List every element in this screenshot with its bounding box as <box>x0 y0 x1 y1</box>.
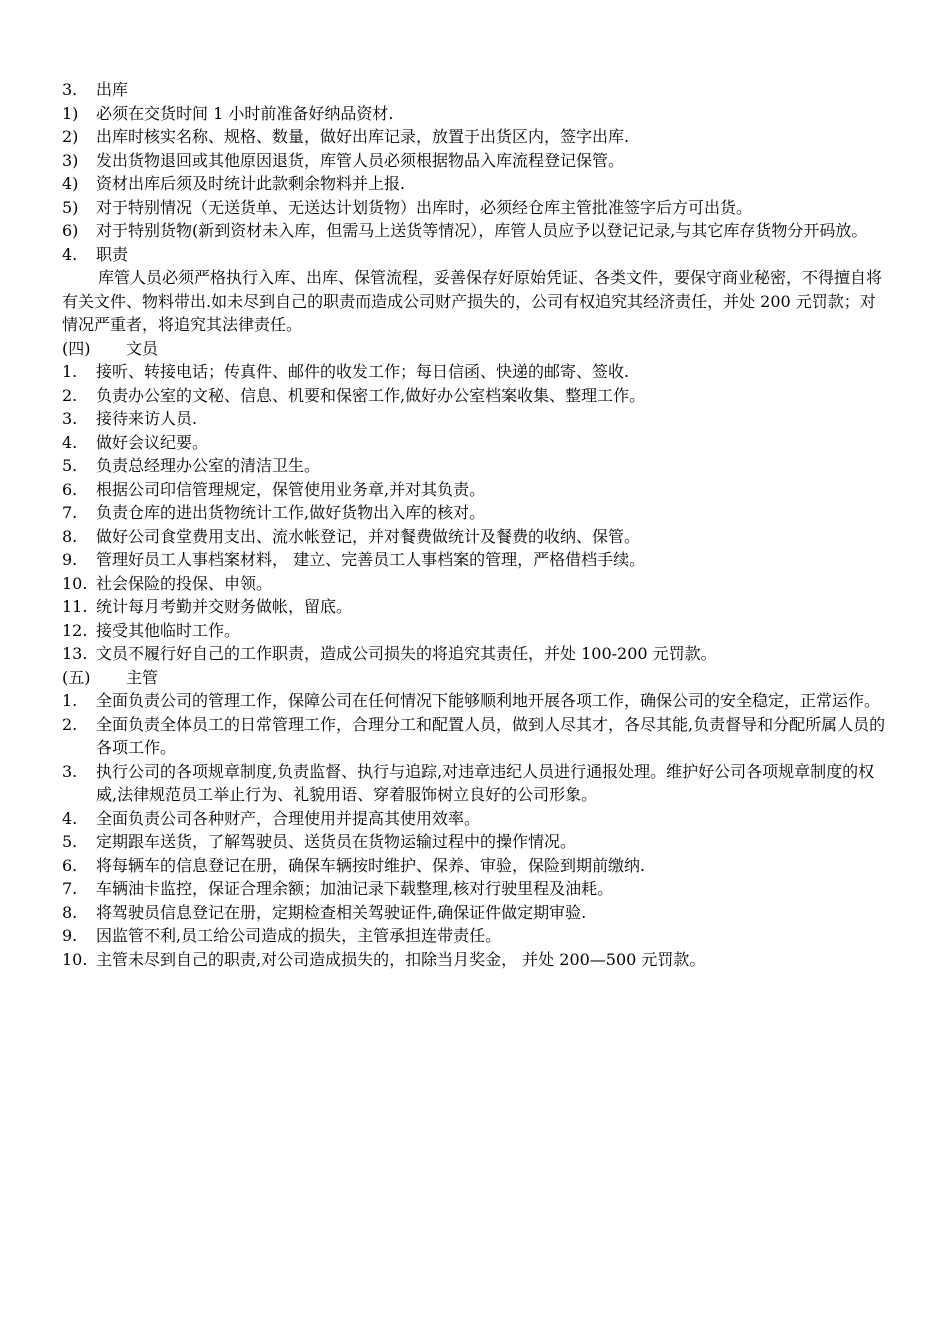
list-item <box>62 619 886 643</box>
list-item <box>62 948 886 972</box>
item-text: 全面负责全体员工的日常管理工作，合理分工和配置人员，做到人尽其才，各尽其能,负责督导和分配所属人员的各项工作。 <box>96 714 886 757</box>
section-heading-outbound <box>62 78 886 102</box>
list-item <box>62 454 886 478</box>
item-text: 负责办公室的文秘、信息、机要和保密工作,做好办公室档案收集、整理工作。 <box>96 385 646 405</box>
item-text: 负责总经理办公室的清洁卫生。 <box>96 456 321 475</box>
list-item <box>62 431 886 455</box>
item-text: 做好公司食堂费用支出、流水帐登记，并对餐费做统计及餐费的收纳、保管。 <box>96 526 641 546</box>
item-number: 13. <box>62 644 88 663</box>
item-text: 全面负责公司的管理工作，保障公司在任何情况下能够顺利地开展各项工作，确保公司的安全稳定，正常运作。 <box>96 691 881 710</box>
item-text: 接听、转接电话；传真件、邮件的收发工作；每日信函、快递的邮寄、签收. <box>96 362 630 381</box>
list-item <box>62 125 886 149</box>
list-item <box>62 149 886 173</box>
item-text: 对于特别情况（无送货单、无送达计划货物）出库时，必须经仓库主管批准签字后方可出货。 <box>96 197 753 217</box>
item-text: 出库时核实名称、规格、数量，做好出库记录，放置于出货区内，签字出库. <box>96 127 630 146</box>
duties-paragraph: 库管人员必须严格执行入库、出库、保管流程，妥善保存好原始凭证、各类文件，要保守商业秘密，不得擅自将有关文件、物料带出.如未尽到自己的职责而造成公司财产损失的，公司有权追究其经济责任，并处 200 元罚款；对情况严重者，将追究其法律责任。 <box>62 268 883 334</box>
list-item <box>62 172 886 196</box>
item-number: 2. <box>62 385 78 405</box>
list-item <box>62 807 886 831</box>
item-number: 1) <box>62 103 79 123</box>
item-text: 车辆油卡监控，保证合理余额；加油记录下载整理,核对行驶里程及油耗。 <box>96 879 614 898</box>
list-item <box>62 877 886 901</box>
item-number: 1. <box>62 362 78 381</box>
item-number: 4. <box>62 808 78 828</box>
item-number: 7. <box>62 879 78 898</box>
item-text: 社会保险的投保、申领。 <box>96 573 273 593</box>
item-text: 接待来访人员. <box>96 409 198 428</box>
section-number: (四) <box>62 338 91 358</box>
item-number: 9. <box>62 926 78 945</box>
item-text: 负责仓库的进出货物统计工作,做好货物出入库的核对。 <box>96 503 486 522</box>
item-number: 3) <box>62 150 79 170</box>
item-number: 3. <box>62 409 78 428</box>
list-item <box>62 548 886 572</box>
item-text: 定期跟车送货，了解驾驶员、送货员在货物运输过程中的操作情况。 <box>96 832 577 851</box>
list-item <box>62 196 886 220</box>
list-item <box>62 102 886 126</box>
section-heading-supervisor <box>62 666 886 690</box>
item-number: 1. <box>62 691 78 710</box>
item-text: 执行公司的各项规章制度,负责监督、执行与追踪,对违章违纪人员进行通报处理。维护好公司各项规章制度的权威,法律规范员工举止行为、礼貌用语、穿着服饰树立良好的公司形象。 <box>96 761 875 804</box>
list-item <box>62 478 886 502</box>
item-number: 3. <box>62 761 78 781</box>
item-number: 2) <box>62 127 79 146</box>
section-title: 文员 <box>126 338 159 358</box>
item-text: 必须在交货时间 1 小时前准备好纳品资材. <box>96 103 394 123</box>
section-number: 4. <box>62 244 78 264</box>
list-item <box>62 595 886 619</box>
item-number: 5) <box>62 197 79 217</box>
list-item <box>62 360 886 384</box>
item-text: 资材出库后须及时统计此款剩余物料并上报. <box>96 174 406 193</box>
list-item <box>62 219 886 243</box>
list-item <box>62 924 886 948</box>
item-text: 做好会议纪要。 <box>96 432 209 452</box>
item-number: 4. <box>62 432 78 452</box>
section-number: (五) <box>62 667 91 687</box>
list-item <box>62 384 886 408</box>
item-number: 8. <box>62 902 78 922</box>
item-number: 12. <box>62 620 88 640</box>
item-text: 管理好员工人事档案材料， 建立、完善员工人事档案的管理，严格借档手续。 <box>96 550 646 569</box>
item-text: 接受其他临时工作。 <box>96 620 241 640</box>
section-number: 3. <box>62 80 78 99</box>
list-item <box>62 572 886 596</box>
item-number: 5. <box>62 456 78 475</box>
section-title: 职责 <box>96 244 129 264</box>
item-number: 7. <box>62 503 78 522</box>
item-text: 发出货物退回或其他原因退货，库管人员必须根据物品入库流程登记保管。 <box>96 150 625 170</box>
item-number: 4) <box>62 174 79 193</box>
list-item <box>62 713 886 760</box>
item-text: 因监管不利,员工给公司造成的损失，主管承担连带责任。 <box>96 926 502 945</box>
item-text: 根据公司印信管理规定，保管使用业务章,并对其负责。 <box>96 479 486 499</box>
item-text: 全面负责公司各种财产，合理使用并提高其使用效率。 <box>96 808 481 828</box>
section-heading-clerk <box>62 337 886 361</box>
list-item <box>62 407 886 431</box>
list-item <box>62 501 886 525</box>
section-title: 主管 <box>126 667 159 687</box>
section-title: 出库 <box>96 80 129 99</box>
item-number: 5. <box>62 832 78 851</box>
item-text: 对于特别货物(新到资材未入库，但需马上送货等情况），库管人员应予以登记记录,与其它库存货物分开码放。 <box>96 221 868 240</box>
item-text: 文员不履行好自己的工作职责，造成公司损失的将追究其责任，并处 100-200 元罚款。 <box>96 644 717 663</box>
list-item <box>62 525 886 549</box>
item-number: 11. <box>62 597 88 616</box>
list-item <box>62 830 886 854</box>
item-text: 主管未尽到自己的职责,对公司造成损失的，扣除当月奖金， 并处 200—500 元罚款。 <box>96 949 706 969</box>
item-text: 将每辆车的信息登记在册，确保车辆按时维护、保养、审验，保险到期前缴纳. <box>96 855 646 875</box>
list-item <box>62 854 886 878</box>
section-heading-duties <box>62 243 886 267</box>
item-number: 9. <box>62 550 78 569</box>
item-text: 将驾驶员信息登记在册，定期检查相关驾驶证件,确保证件做定期审验. <box>96 902 587 922</box>
document-page <box>62 78 886 971</box>
list-item <box>62 689 886 713</box>
item-number: 6. <box>62 855 78 875</box>
item-number: 8. <box>62 526 78 546</box>
list-item <box>62 901 886 925</box>
list-item <box>62 760 886 807</box>
item-number: 6) <box>62 221 79 240</box>
item-number: 10. <box>62 949 88 969</box>
item-number: 2. <box>62 714 78 734</box>
list-item <box>62 642 886 666</box>
item-text: 统计每月考勤并交财务做帐，留底。 <box>96 597 353 616</box>
item-number: 10. <box>62 573 88 593</box>
item-number: 6. <box>62 479 78 499</box>
